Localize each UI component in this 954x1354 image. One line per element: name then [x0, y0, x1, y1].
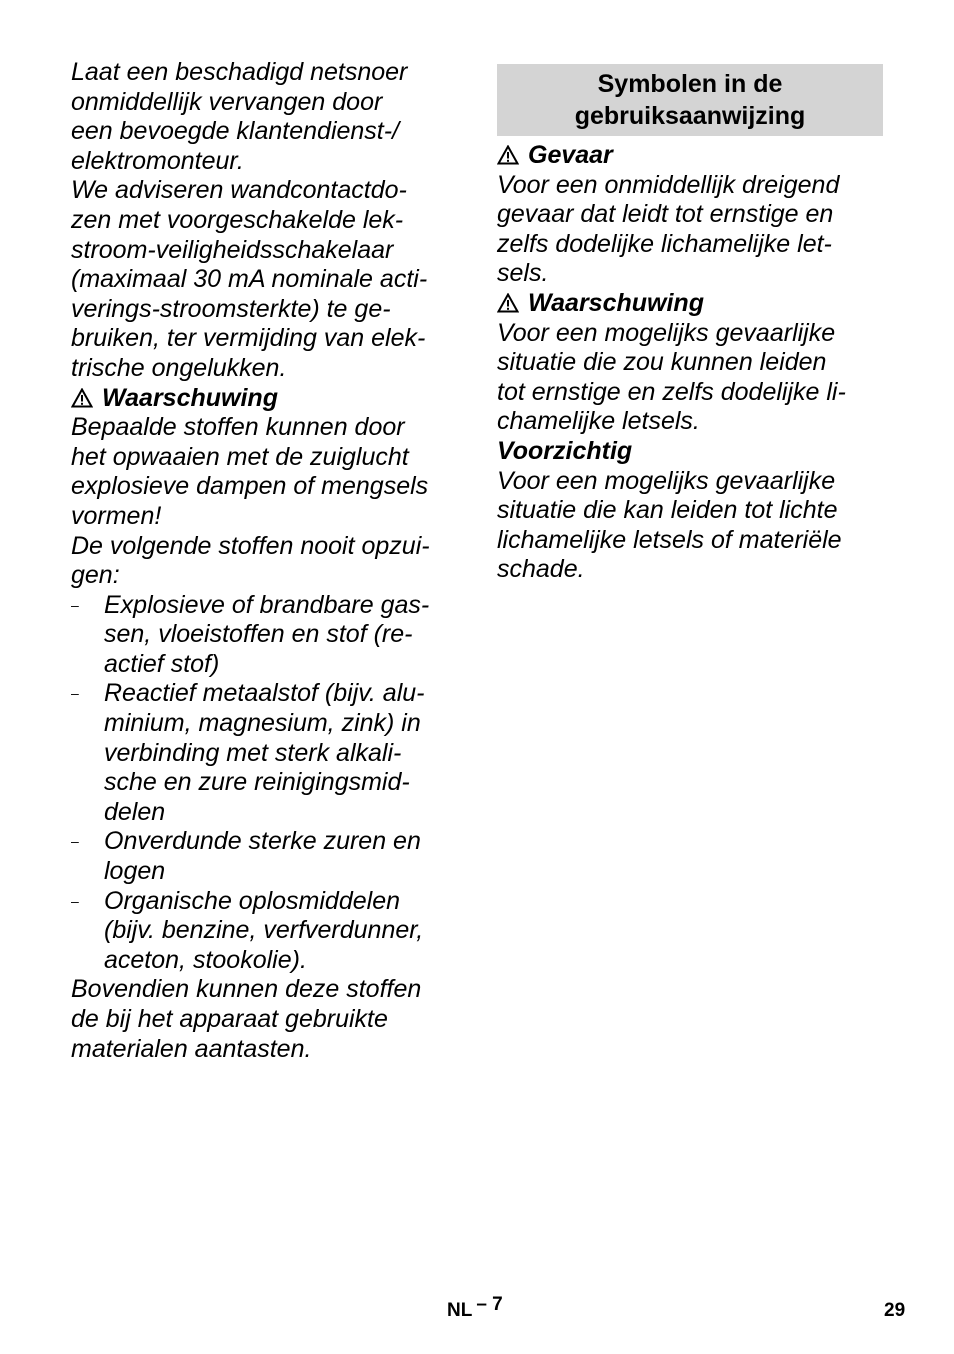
text-line: vormen! [71, 501, 162, 530]
footer-section-page: – 7 [476, 1294, 503, 1315]
text-line: (maximaal 30 mA nominale acti- [71, 265, 428, 294]
warning-heading [71, 384, 463, 414]
list-item [71, 887, 463, 976]
text-line: sen, vloeistoffen en stof (re- [104, 620, 413, 649]
text-line: Bovendien kunnen deze stoffen [71, 975, 422, 1004]
text-line: stroom-veiligheidsschakelaar [71, 235, 394, 264]
text-line: Laat een beschadigd netsnoer [71, 58, 408, 86]
text-line: onmiddellijk vervangen door [71, 87, 383, 116]
text-line: Bepaalde stoffen kunnen door [71, 413, 405, 442]
text-line: sche en zure reinigingsmid- [104, 768, 410, 797]
section-title [497, 64, 883, 136]
text-line: situatie die kan leiden tot lichte [497, 496, 838, 525]
text-line: minium, magnesium, zink) in [104, 709, 421, 738]
text-line: De volgende stoffen nooit opzui- [71, 531, 430, 560]
section-title-line: gebruiksaanwijzing [574, 102, 806, 130]
page-number: 29 [884, 1300, 906, 1321]
gevaar-paragraph [497, 171, 883, 289]
text-line: Voor een onmiddellijk dreigend [497, 170, 840, 199]
gevaar-heading-label: Gevaar [528, 141, 613, 169]
text-line: gen: [71, 561, 120, 590]
text-line: sels. [497, 259, 549, 288]
text-line: materialen aantasten. [71, 1034, 312, 1063]
text-line: aceton, stookolie). [104, 945, 307, 974]
text-line: situatie die zou kunnen leiden [497, 348, 827, 377]
text-line: Voor een mogelijks gevaarlijke [497, 466, 836, 495]
text-line: tot ernstige en zelfs dodelijke li- [497, 377, 846, 406]
text-line: gevaar dat leidt tot ernstige en [497, 200, 834, 229]
left-column [71, 58, 463, 1064]
voorzichtig-paragraph [497, 467, 883, 585]
text-line: Reactief metaalstof (bijv. alu- [104, 679, 425, 708]
warning-triangle-icon [71, 388, 93, 408]
text-line: elektromonteur. [71, 146, 244, 175]
text-line: Onverdunde sterke zuren en [104, 827, 421, 856]
right-column [497, 58, 883, 585]
text-line: verings-stroomsterkte) te ge- [71, 294, 391, 323]
text-line: Voor een mogelijks gevaarlijke [497, 318, 836, 347]
list-item [71, 591, 463, 680]
text-line: logen [104, 857, 166, 886]
list-dash: – [71, 596, 79, 613]
text-line: een bevoegde klantendienst-/ [71, 117, 400, 146]
warning-heading-label: Waarschuwing [102, 383, 278, 412]
warning-triangle-icon [497, 145, 519, 165]
list-dash: – [71, 685, 79, 702]
footer-language: NL [447, 1300, 473, 1321]
text-line: schade. [497, 555, 585, 584]
text-line: trische ongelukken. [71, 353, 287, 382]
gevaar-heading [497, 141, 883, 171]
text-line: explosieve dampen of mengsels [71, 472, 429, 501]
waarschuwing-heading [497, 289, 883, 319]
text-line: lichamelijke letsels of materiële [497, 525, 842, 554]
text-line: zen met voorgeschakelde lek- [71, 205, 404, 234]
section-title-line: Symbolen in de [597, 70, 783, 98]
text-line: zelfs dodelijke lichamelijke let- [497, 229, 832, 258]
text-line: de bij het apparaat gebruikte [71, 1005, 388, 1033]
voorzichtig-heading-label: Voorzichtig [497, 436, 633, 465]
text-line: het opwaaien met de zuiglucht [71, 442, 409, 471]
text-line: We adviseren wandcontactdo- [71, 176, 407, 205]
voorzichtig-heading [497, 437, 883, 467]
text-line: bruiken, ter vermijding van elek- [71, 324, 426, 353]
text-line: verbinding met sterk alkali- [104, 738, 402, 767]
substance-list [71, 591, 463, 976]
waarschuwing-paragraph [497, 319, 883, 437]
footer-language-marker [447, 1294, 503, 1322]
list-dash: – [71, 833, 79, 850]
waarschuwing-heading-label: Waarschuwing [528, 288, 704, 317]
list-dash: – [71, 892, 79, 909]
text-line: actief stof) [104, 649, 220, 678]
text-line: Explosieve of brandbare gas- [104, 590, 430, 619]
text-line: Organische oplosmiddelen [104, 886, 401, 915]
warning-paragraph [71, 413, 463, 591]
text-line: chamelijke letsels. [497, 407, 700, 436]
text-line: (bijv. benzine, verfverdunner, [104, 916, 424, 945]
outro-paragraph [71, 975, 463, 1064]
list-item [71, 827, 463, 886]
text-line: delen [104, 797, 166, 826]
intro-paragraph [71, 58, 463, 384]
warning-triangle-icon [497, 293, 519, 313]
list-item [71, 679, 463, 827]
